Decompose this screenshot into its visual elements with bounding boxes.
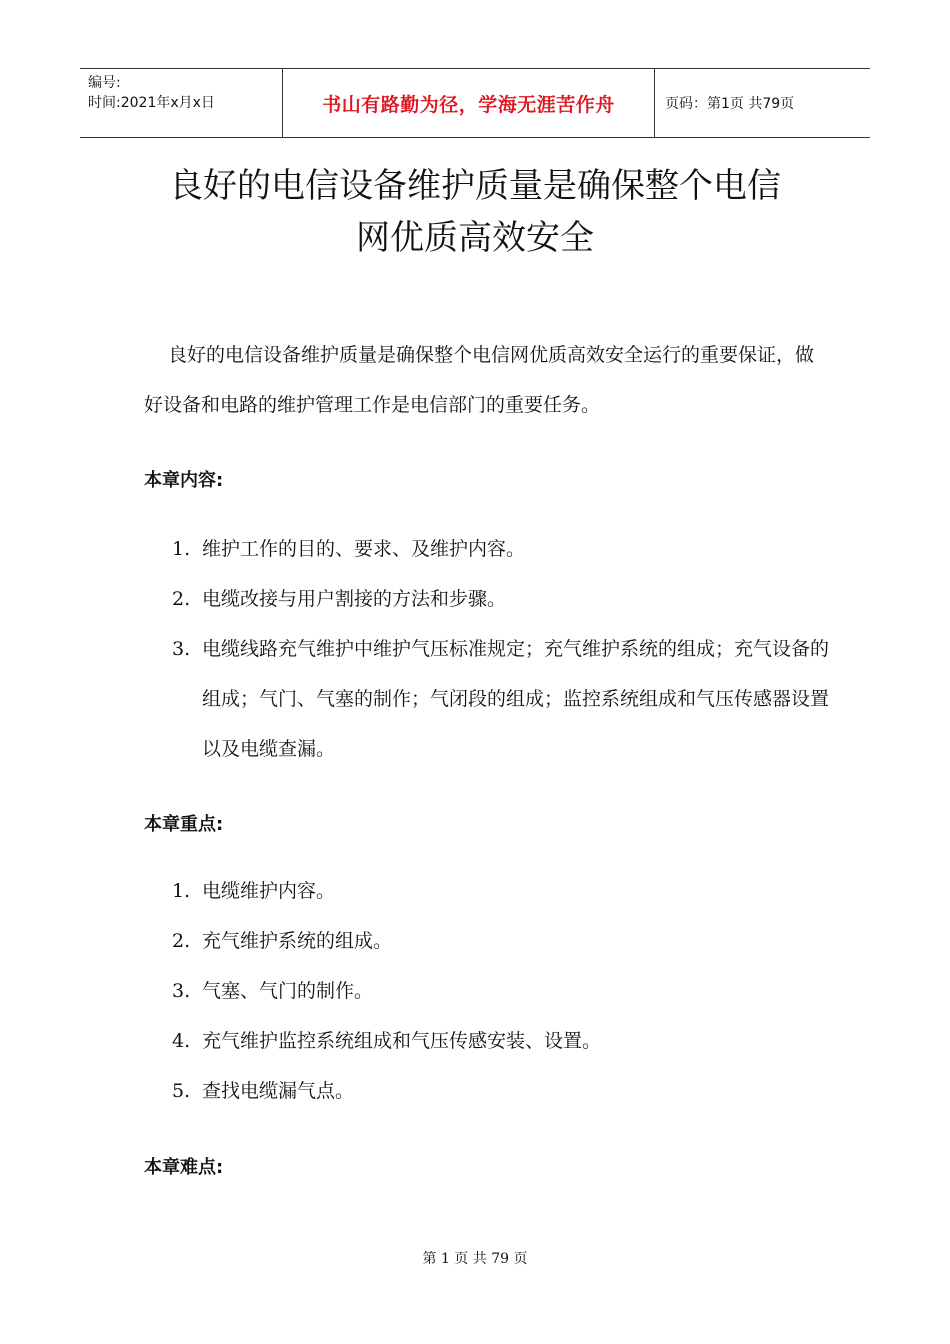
list-text: 气塞、气门的制作。 [202, 980, 374, 1002]
list-number: 3. [172, 980, 191, 1002]
list-number: 2. [172, 930, 191, 952]
list-text: 电缆改接与用户割接的方法和步骤。 [202, 588, 507, 610]
list-number: 1. [172, 880, 191, 902]
list-text: 充气维护系统的组成。 [202, 930, 393, 952]
list-text: 查找电缆漏气点。 [202, 1080, 355, 1102]
list-item [172, 624, 832, 774]
list-item [172, 966, 832, 1016]
list-number: 4. [172, 1030, 191, 1052]
list-item [172, 1066, 832, 1116]
header-motto: 书山有路勤为径，学海无涯苦作舟 [282, 69, 655, 137]
list-number: 5. [172, 1080, 191, 1102]
list-item [172, 574, 832, 624]
title-line-2: 网优质高效安全 [356, 218, 594, 258]
number-label: 编号: [88, 75, 121, 91]
intro-paragraph: 良好的电信设备维护质量是确保整个电信网优质高效安全运行的重要保证，做好设备和电路的维护管理工作是电信部门的重要任务。 [144, 344, 815, 416]
section-heading-content: 本章内容: [144, 470, 224, 491]
list-number: 1. [172, 538, 191, 560]
document-title [100, 160, 850, 264]
section-heading-difficult: 本章难点: [144, 1157, 224, 1178]
list-text: 电缆维护内容。 [202, 880, 336, 902]
list-item [172, 1016, 832, 1066]
list-item [172, 524, 832, 574]
document-header [80, 68, 870, 138]
key-list [172, 866, 832, 1116]
list-number: 3. [172, 638, 191, 660]
section-heading-key: 本章重点: [144, 814, 224, 835]
content-list [172, 524, 832, 774]
page-footer: 第 1 页 共 79 页 [422, 1251, 528, 1267]
list-item [172, 916, 832, 966]
list-text: 维护工作的目的、要求、及维护内容。 [202, 538, 526, 560]
list-text: 电缆线路充气维护中维护气压标准规定；充气维护系统的组成；充气设备的组成；气门、气塞的制作；气闭段的组成；监控系统组成和气压传感器设置以及电缆查漏。 [202, 638, 830, 760]
title-line-1: 良好的电信设备维护质量是确保整个电信 [169, 166, 781, 206]
time-label: 时间:2021年x月x日 [88, 95, 215, 111]
list-text: 充气维护监控系统组成和气压传感安装、设置。 [202, 1030, 602, 1052]
list-number: 2. [172, 588, 191, 610]
list-item [172, 866, 832, 916]
header-page-info: 页码：第1页 共79页 [665, 96, 795, 112]
header-meta [80, 69, 282, 137]
